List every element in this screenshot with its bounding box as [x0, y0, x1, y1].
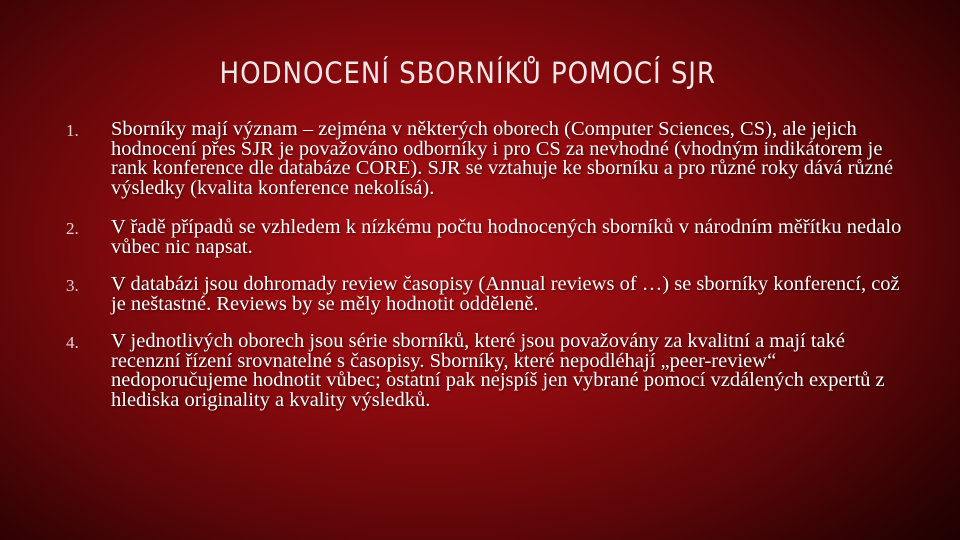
- list-item-2: [66, 218, 906, 257]
- list-number: 3.: [66, 276, 79, 295]
- list-item-3: [66, 275, 906, 314]
- list-item-1: [66, 120, 906, 198]
- list-item-text: Sborníky mají význam – zejména v některých oborech (Computer Sciences, CS), ale jejich hodnocení přes SJR je považováno odborníky i pro CS za nevhodné (vhodným indikátorem je rank konference dle databáze CORE). SJR se vztahuje ke sborníku a pro různé roky dává různé výsledky (kvalita konference nekolísá).: [111, 118, 894, 199]
- list-number: 2.: [66, 219, 79, 238]
- list-item-text: V jednotlivých oborech jsou série sborníků, které jsou považovány za kvalitní a mají také recenzní řízení srovnatelné s časopisy. Sborníky, které nepodléhají „peer-review“ nedoporučujeme hodnotit vůbec; ostatní pak nejspíš jen vybrané pomocí vzdálených expertů z hlediska originality a kvality výsledků.: [111, 330, 885, 411]
- list-number: 4.: [66, 333, 79, 352]
- list-item-text: V řadě případů se vzhledem k nízkému počtu hodnocených sborníků v národním měřítku nedalo vůbec nic napsat.: [111, 216, 902, 258]
- list-item-4: [66, 332, 906, 410]
- list-item-text: V databázi jsou dohromady review časopisy (Annual reviews of …) se sborníky konferencí, což je neštastné. Reviews by se měly hodnotit odděleně.: [111, 273, 900, 315]
- list-number: 1.: [66, 121, 79, 140]
- numbered-list: [66, 120, 906, 410]
- slide-title: HODNOCENÍ SBORNÍKŮ POMOCÍ SJR: [219, 56, 716, 90]
